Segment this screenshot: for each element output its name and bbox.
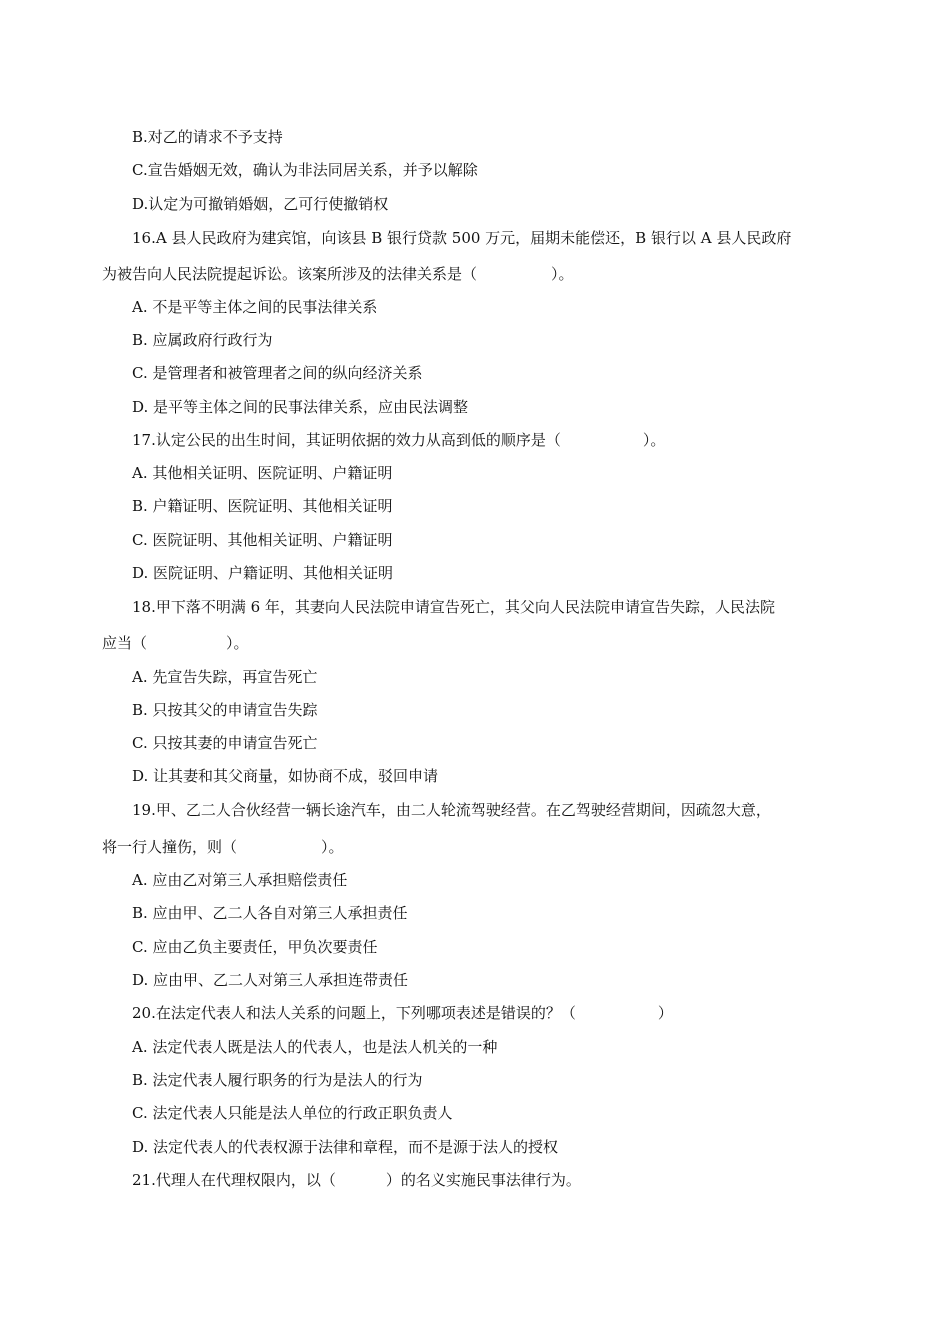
question-17 — [0, 430, 950, 450]
question-20 — [0, 1003, 950, 1023]
q18-option-c: C. 只按其妻的申请宣告死亡 — [132, 734, 318, 752]
question-16-text: 为被告向人民法院提起诉讼。该案所涉及的法律关系是（ — [102, 265, 478, 283]
option-c-line: C.宣告婚姻无效，确认为非法同居关系，并予以解除 — [132, 161, 478, 179]
question-18-text: 应当（ — [102, 634, 148, 652]
question-17-end: ）。 — [642, 431, 666, 449]
q17-option-d: D. 医院证明、户籍证明、其他相关证明 — [132, 564, 394, 582]
q17-option-a: A. 其他相关证明、医院证明、户籍证明 — [132, 464, 393, 482]
q20-option-b: B. 法定代表人履行职务的行为是法人的行为 — [132, 1071, 423, 1089]
question-16-line-2 — [0, 264, 950, 284]
option-b-line: B.对乙的请求不予支持 — [132, 128, 283, 146]
q19-option-b: B. 应由甲、乙二人各自对第三人承担责任 — [132, 904, 408, 922]
question-17-text: 17.认定公民的出生时间，其证明依据的效力从高到低的顺序是（ — [132, 431, 561, 449]
q16-option-b: B. 应属政府行政行为 — [132, 331, 273, 349]
q19-option-d: D. 应由甲、乙二人对第三人承担连带责任 — [132, 971, 409, 989]
question-21-end: ）的名义实施民事法律行为。 — [385, 1171, 581, 1189]
question-19-line-2 — [0, 837, 950, 857]
question-20-end: ） — [657, 1004, 673, 1022]
q19-option-a: A. 应由乙对第三人承担赔偿责任 — [132, 871, 348, 889]
q20-option-a: A. 法定代表人既是法人的代表人，也是法人机关的一种 — [132, 1038, 498, 1056]
question-19-text: 将一行人撞伤，则（ — [102, 838, 238, 856]
question-20-text: 20.在法定代表人和法人关系的问题上，下列哪项表述是错误的？（ — [132, 1004, 576, 1022]
question-16-line-1: 16.A 县人民政府为建宾馆，向该县 B 银行贷款 500 万元，届期未能偿还，B 银行以 A 县人民政府 — [132, 229, 792, 247]
q19-option-c: C. 应由乙负主要责任，甲负次要责任 — [132, 938, 378, 956]
question-16-end: ）。 — [551, 265, 574, 283]
question-21-text: 21.代理人在代理权限内，以（ — [132, 1171, 336, 1189]
question-21 — [0, 1170, 950, 1190]
option-d-line: D.认定为可撤销婚姻，乙可行使撤销权 — [132, 195, 389, 213]
q18-option-a: A. 先宣告失踪，再宣告死亡 — [132, 668, 318, 686]
q20-option-c: C. 法定代表人只能是法人单位的行政正职负责人 — [132, 1104, 453, 1122]
q16-option-d: D. 是平等主体之间的民事法律关系，应由民法调整 — [132, 398, 469, 416]
q18-option-d: D. 让其妻和其父商量，如协商不成，驳回申请 — [132, 767, 439, 785]
question-18-end: ）。 — [226, 634, 249, 652]
question-18-line-2 — [0, 633, 950, 653]
q18-option-b: B. 只按其父的申请宣告失踪 — [132, 701, 318, 719]
question-18-line-1: 18.甲下落不明满 6 年，其妻向人民法院申请宣告死亡，其父向人民法院申请宣告失踪，人民法院 — [132, 598, 775, 616]
question-19-line-1: 19.甲、乙二人合伙经营一辆长途汽车，由二人轮流驾驶经营。在乙驾驶经营期间，因疏忽大意， — [132, 801, 771, 819]
q16-option-a: A. 不是平等主体之间的民事法律关系 — [132, 298, 378, 316]
question-19-end: ）。 — [321, 838, 344, 856]
q16-option-c: C. 是管理者和被管理者之间的纵向经济关系 — [132, 364, 423, 382]
q20-option-d: D. 法定代表人的代表权源于法律和章程，而不是源于法人的授权 — [132, 1138, 559, 1156]
q17-option-b: B. 户籍证明、医院证明、其他相关证明 — [132, 497, 393, 515]
q17-option-c: C. 医院证明、其他相关证明、户籍证明 — [132, 531, 393, 549]
